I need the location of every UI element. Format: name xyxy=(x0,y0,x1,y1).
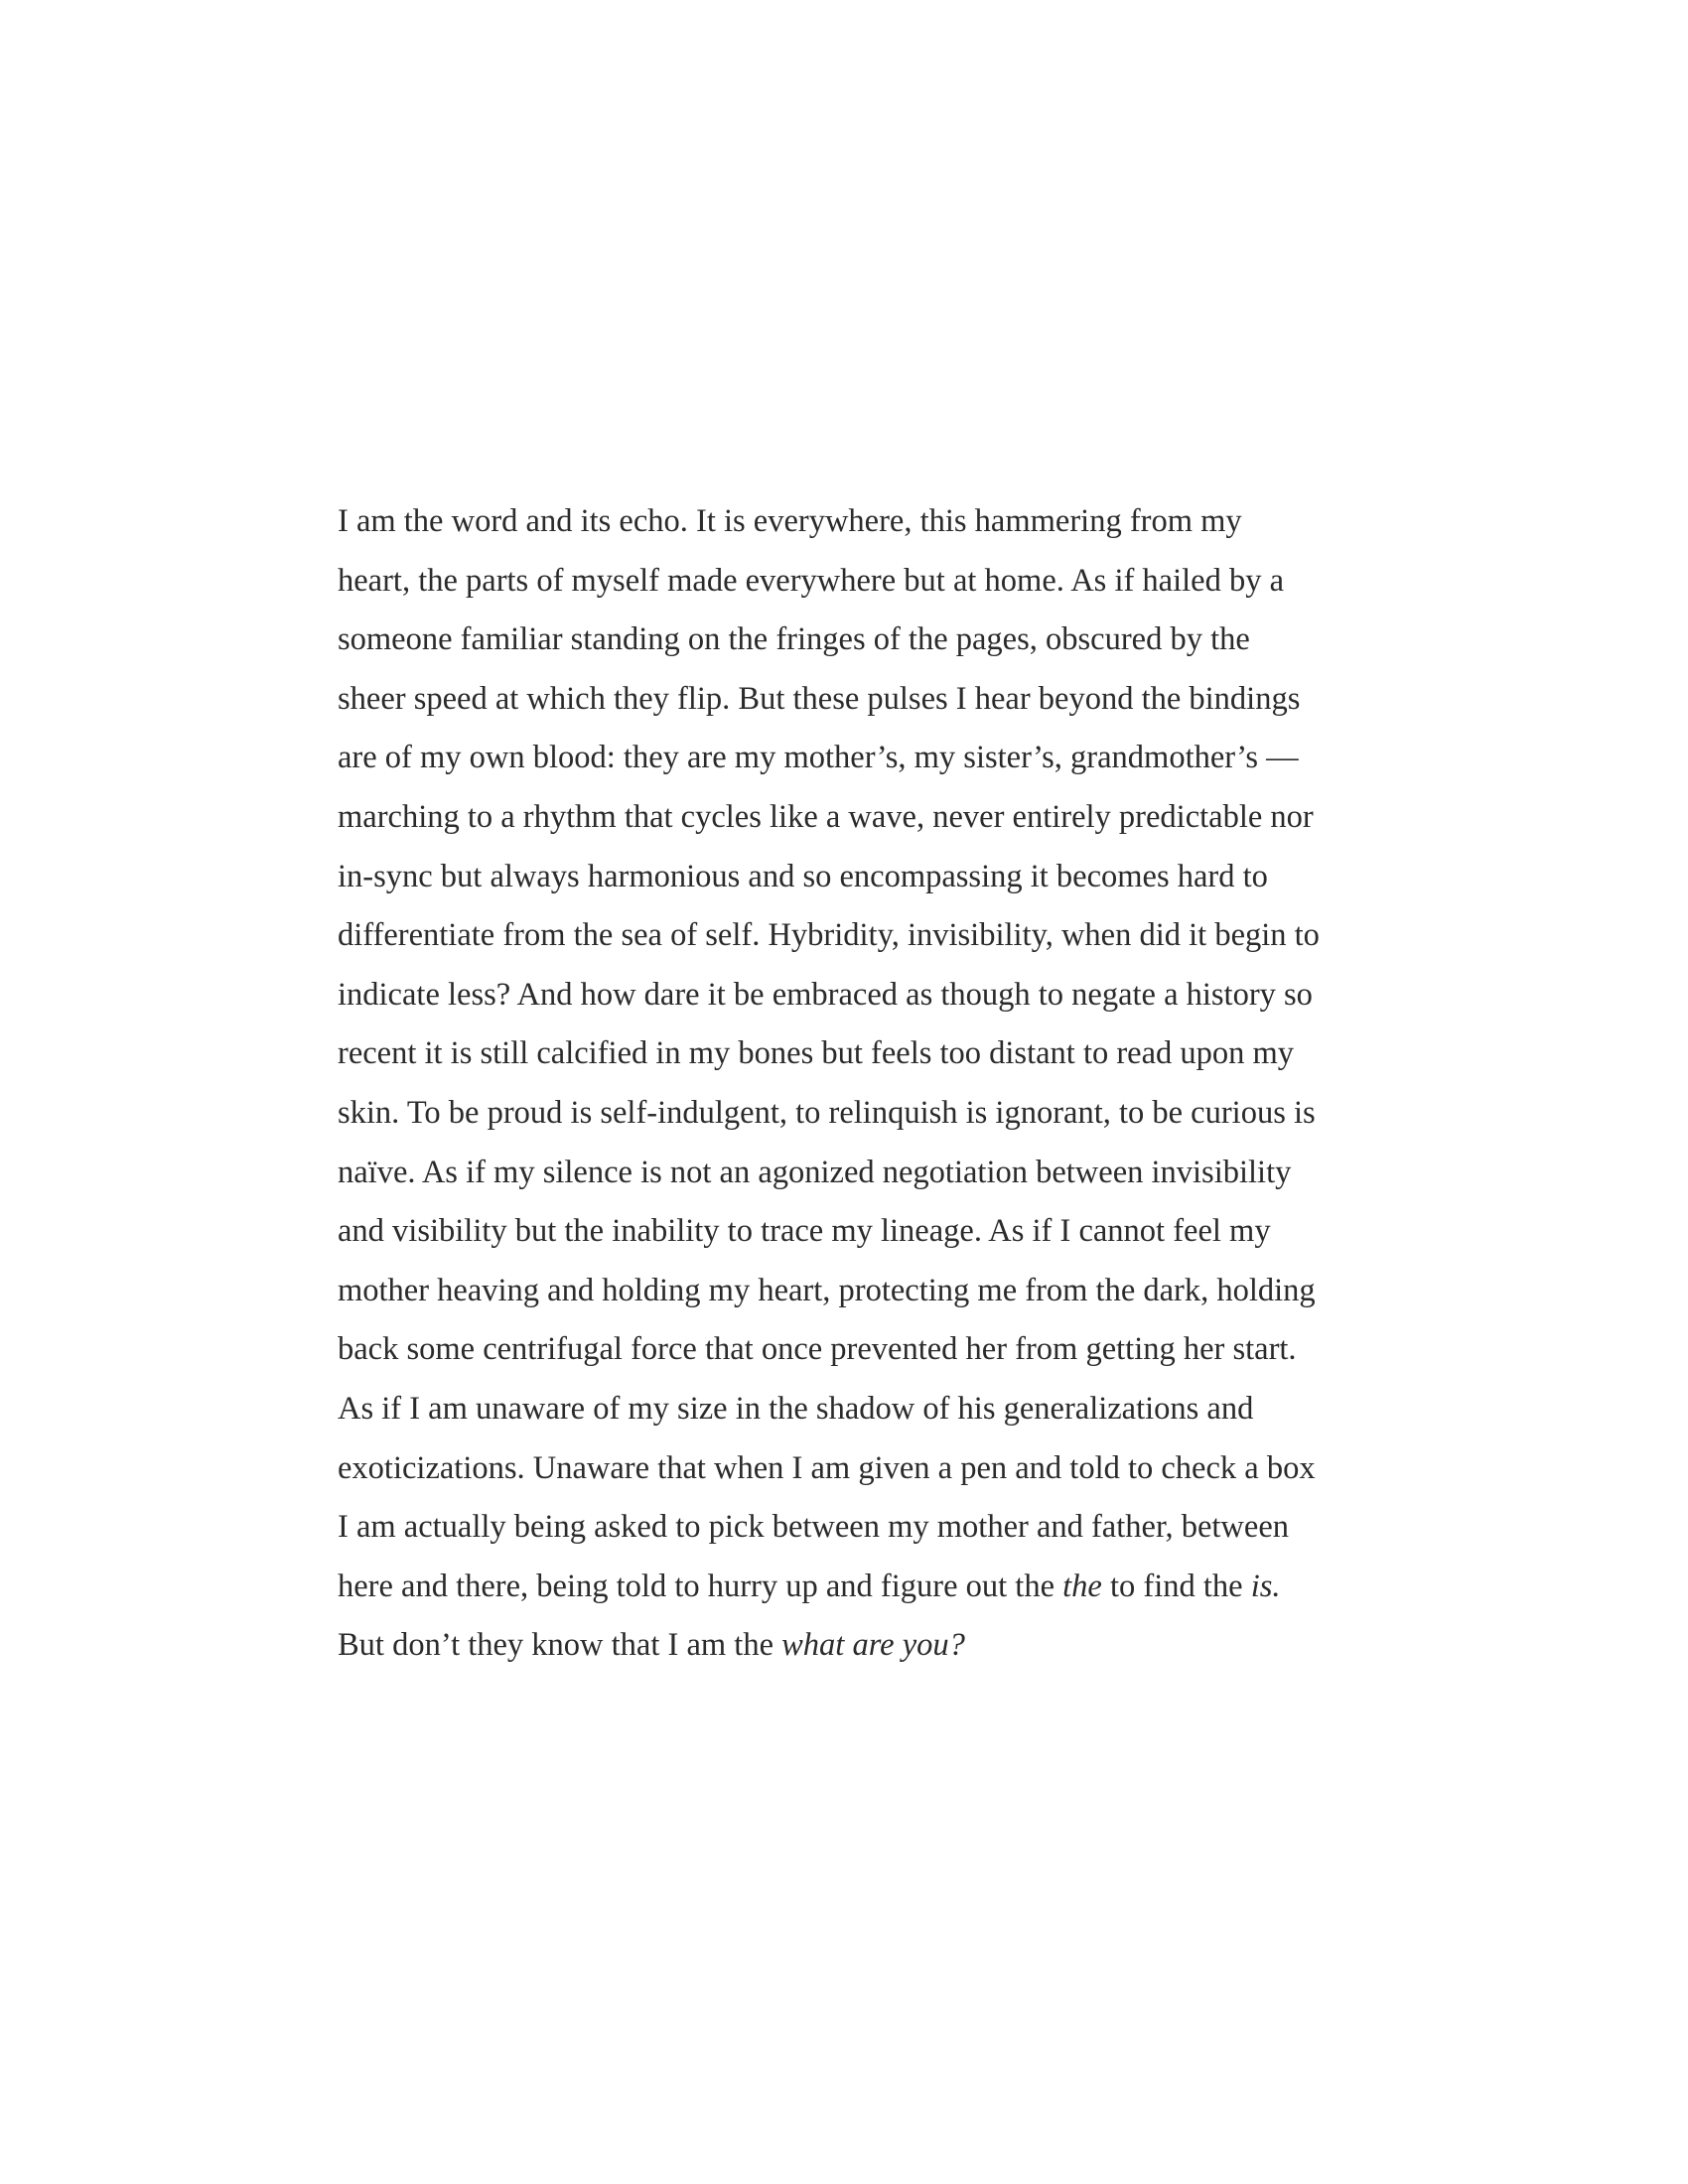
text-line xyxy=(338,729,1370,788)
text-line xyxy=(338,1320,1370,1380)
text-segment: I am the word and its echo. It is everywhere, this hammering from my xyxy=(338,503,1242,539)
italic-text: the xyxy=(1062,1568,1102,1604)
text-line xyxy=(338,966,1370,1025)
text-segment: exoticizations. Unaware that when I am given a pen and told to check a box xyxy=(338,1449,1316,1486)
text-segment: heart, the parts of myself made everywhere but at home. As if hailed by a xyxy=(338,562,1285,599)
text-segment: someone familiar standing on the fringes of the pages, obscured by the xyxy=(338,621,1250,658)
text-line xyxy=(338,1558,1370,1617)
text-line xyxy=(338,1084,1370,1144)
text-segment: sheer speed at which they flip. But these pulses I hear beyond the bindings xyxy=(338,680,1301,717)
text-segment: marching to a rhythm that cycles like a wave, never entirely predictable nor xyxy=(338,798,1314,835)
italic-text: is. xyxy=(1250,1568,1281,1604)
text-line xyxy=(338,552,1370,612)
text-line xyxy=(338,1202,1370,1262)
prose-paragraph xyxy=(338,492,1370,1676)
text-line xyxy=(338,1616,1370,1676)
text-line xyxy=(338,1144,1370,1203)
text-segment: But don’t they know that I am the xyxy=(338,1627,782,1664)
text-line xyxy=(338,1024,1370,1084)
text-segment: to find the xyxy=(1101,1568,1251,1604)
text-segment: differentiate from the sea of self. Hybridity, invisibility, when did it begin to xyxy=(338,917,1320,954)
text-segment: here and there, being told to hurry up and figure out the xyxy=(338,1568,1063,1604)
text-segment: in-sync but always harmonious and so encompassing it becomes hard to xyxy=(338,858,1268,894)
text-segment: back some centrifugal force that once prevented her from getting her start. xyxy=(338,1331,1297,1368)
text-segment: naïve. As if my silence is not an agonized negotiation between invisibility xyxy=(338,1154,1292,1190)
text-line xyxy=(338,1439,1370,1499)
text-line xyxy=(338,1380,1370,1439)
text-segment: indicate less? And how dare it be embraced as though to negate a history so xyxy=(338,976,1313,1013)
italic-text: what are you? xyxy=(781,1627,965,1664)
text-segment: As if I am unaware of my size in the shadow of his generalizations and xyxy=(338,1390,1254,1427)
text-line xyxy=(338,492,1370,552)
text-line xyxy=(338,1498,1370,1558)
text-line xyxy=(338,906,1370,966)
text-segment: skin. To be proud is self-indulgent, to relinquish is ignorant, to be curious is xyxy=(338,1094,1316,1131)
text-segment: mother heaving and holding my heart, protecting me from the dark, holding xyxy=(338,1272,1316,1308)
text-segment: are of my own blood: they are my mother’s, my sister’s, grandmother’s — xyxy=(338,740,1299,776)
text-line xyxy=(338,788,1370,848)
text-segment: and visibility but the inability to trace my lineage. As if I cannot feel my xyxy=(338,1213,1271,1250)
text-line xyxy=(338,848,1370,907)
text-segment: recent it is still calcified in my bones but feels too distant to read upon my xyxy=(338,1035,1295,1072)
text-line xyxy=(338,670,1370,730)
text-line xyxy=(338,611,1370,670)
text-line xyxy=(338,1262,1370,1321)
text-segment: I am actually being asked to pick between my mother and father, between xyxy=(338,1509,1289,1546)
